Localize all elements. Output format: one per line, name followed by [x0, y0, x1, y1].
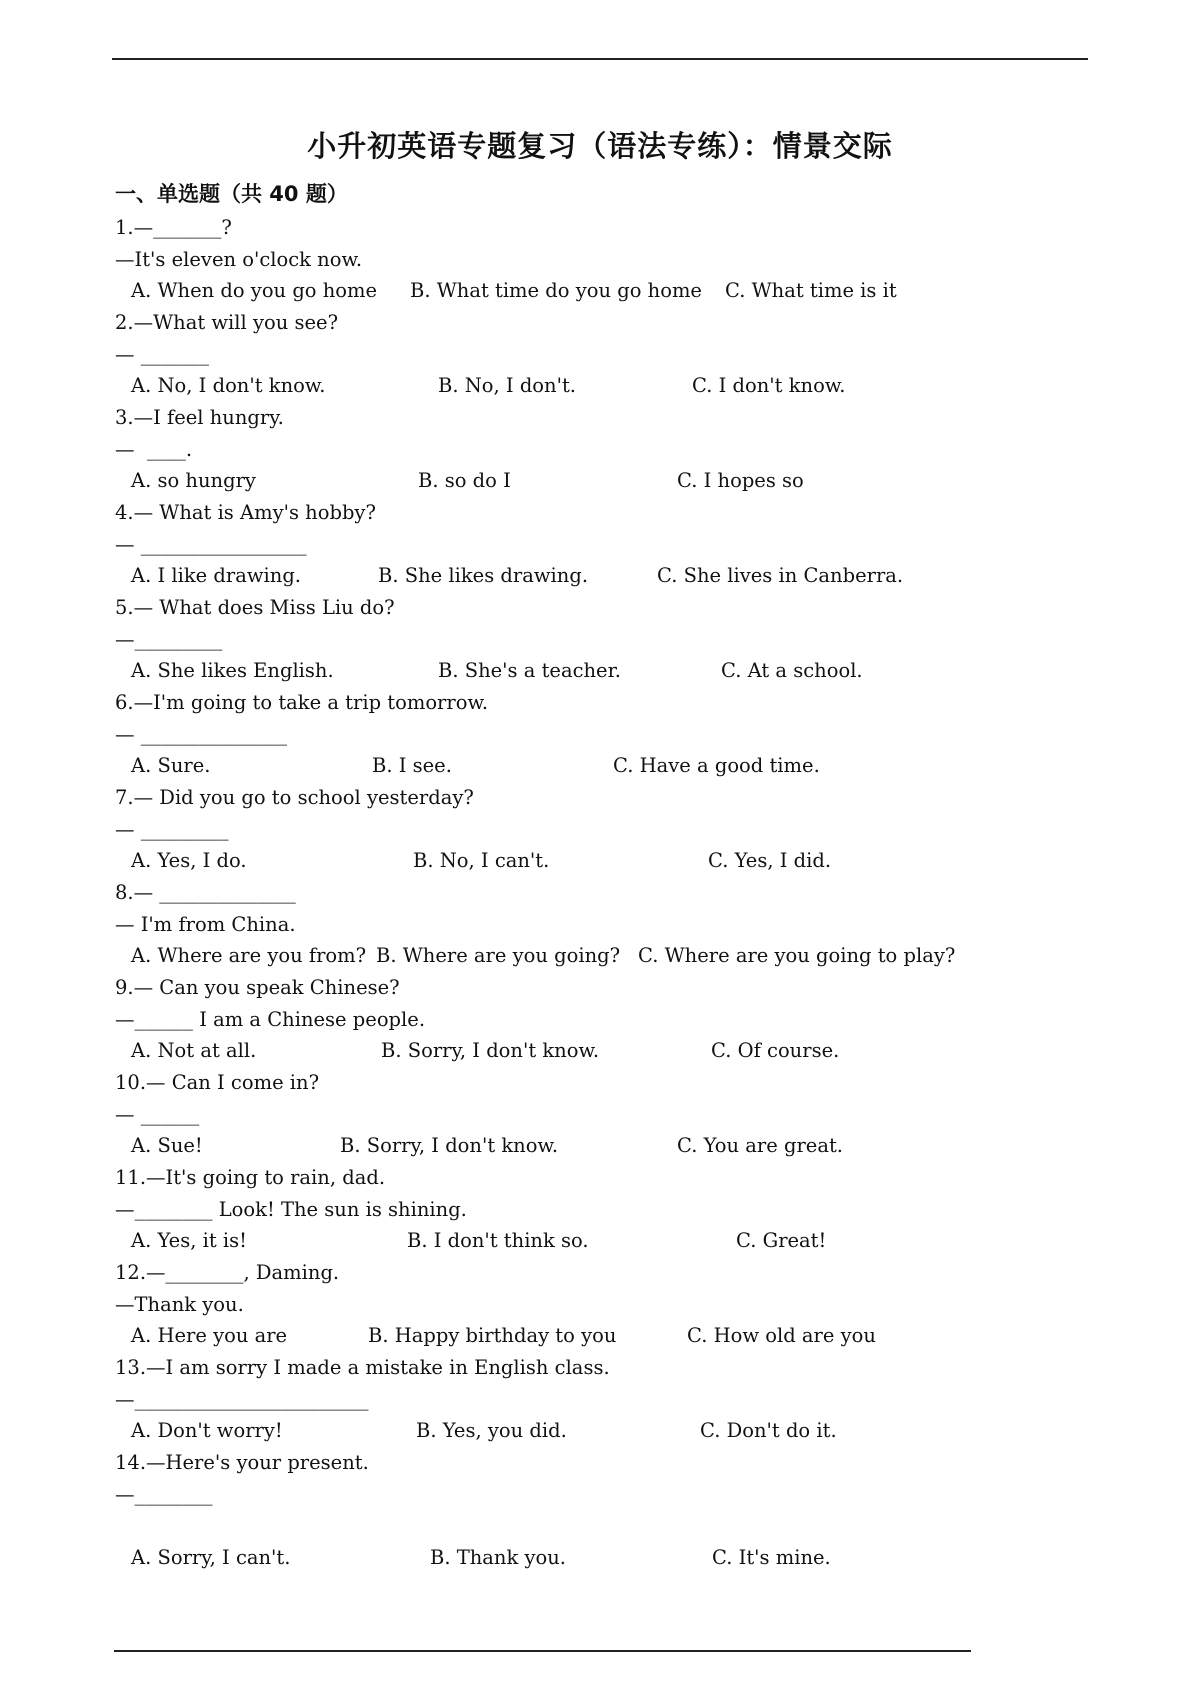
- q8-option-b: B. Where are you going?: [376, 944, 621, 967]
- q1-reply: —It's eleven o'clock now.: [115, 248, 363, 271]
- q6-stem: 6.—I'm going to take a trip tomorrow.: [115, 691, 489, 714]
- q12-option-b: B. Happy birthday to you: [368, 1324, 617, 1347]
- q2-reply: — _______: [115, 343, 209, 366]
- q2-option-b: B. No, I don't.: [438, 374, 577, 397]
- q10-option-c: C. You are great.: [677, 1134, 843, 1157]
- q9-reply: —______ I am a Chinese people.: [115, 1008, 426, 1031]
- bottom-rule: [114, 1650, 971, 1652]
- q8-option-a: A. Where are you from?: [131, 944, 367, 967]
- q1-stem: 1.—_______?: [115, 216, 232, 239]
- q11-stem: 11.—It's going to rain, dad.: [115, 1166, 386, 1189]
- q2-option-a: A. No, I don't know.: [131, 374, 326, 397]
- q4-option-b: B. She likes drawing.: [378, 564, 589, 587]
- q10-option-b: B. Sorry, I don't know.: [340, 1134, 559, 1157]
- top-rule: [112, 58, 1088, 60]
- q11-option-a: A. Yes, it is!: [131, 1229, 247, 1252]
- q10-reply: — ______: [115, 1103, 200, 1126]
- q4-option-c: C. She lives in Canberra.: [657, 564, 904, 587]
- q7-option-b: B. No, I can't.: [413, 849, 550, 872]
- q5-option-b: B. She's a teacher.: [438, 659, 621, 682]
- q13-option-c: C. Don't do it.: [700, 1419, 837, 1442]
- q3-option-a: A. so hungry: [131, 469, 256, 492]
- q4-option-a: A. I like drawing.: [131, 564, 302, 587]
- q5-option-c: C. At a school.: [721, 659, 863, 682]
- q14-option-c: C. It's mine.: [712, 1546, 831, 1569]
- q14-option-a: A. Sorry, I can't.: [131, 1546, 291, 1569]
- q1-option-a: A. When do you go home: [131, 279, 378, 302]
- q8-reply: — I'm from China.: [115, 913, 296, 936]
- q7-option-c: C. Yes, I did.: [708, 849, 832, 872]
- q3-option-b: B. so do I: [418, 469, 511, 492]
- q11-option-c: C. Great!: [736, 1229, 827, 1252]
- q9-option-a: A. Not at all.: [131, 1039, 257, 1062]
- q3-reply: — ____.: [115, 438, 193, 461]
- q13-option-b: B. Yes, you did.: [416, 1419, 567, 1442]
- q9-stem: 9.— Can you speak Chinese?: [115, 976, 400, 999]
- q2-option-c: C. I don't know.: [692, 374, 846, 397]
- page-title: 小升初英语专题复习（语法专练）：情景交际: [307, 129, 893, 163]
- q6-option-a: A. Sure.: [131, 754, 211, 777]
- q5-stem: 5.— What does Miss Liu do?: [115, 596, 395, 619]
- q6-option-c: C. Have a good time.: [613, 754, 820, 777]
- q4-reply: — _________________: [115, 533, 307, 556]
- q2-stem: 2.—What will you see?: [115, 311, 339, 334]
- q11-reply: —________ Look! The sun is shining.: [115, 1198, 467, 1221]
- q1-option-b: B. What time do you go home: [410, 279, 702, 302]
- q12-stem: 12.—________, Daming.: [115, 1261, 340, 1284]
- q13-option-a: A. Don't worry!: [131, 1419, 283, 1442]
- q5-reply: —_________: [115, 628, 223, 651]
- q8-stem: 8.— ______________: [115, 881, 296, 904]
- q3-option-c: C. I hopes so: [677, 469, 804, 492]
- q10-stem: 10.— Can I come in?: [115, 1071, 320, 1094]
- q14-reply: —________: [115, 1483, 213, 1506]
- q14-stem: 14.—Here's your present.: [115, 1451, 369, 1474]
- q14-option-b: B. Thank you.: [430, 1546, 567, 1569]
- section-heading: 一、单选题（共 40 题）: [115, 182, 348, 206]
- q6-option-b: B. I see.: [372, 754, 452, 777]
- q10-option-a: A. Sue!: [131, 1134, 203, 1157]
- q6-reply: — _______________: [115, 723, 287, 746]
- q3-stem: 3.—I feel hungry.: [115, 406, 284, 429]
- q7-option-a: A. Yes, I do.: [131, 849, 247, 872]
- q12-option-c: C. How old are you: [687, 1324, 876, 1347]
- q13-stem: 13.—I am sorry I made a mistake in English class.: [115, 1356, 610, 1379]
- q1-option-c: C. What time is it: [725, 279, 897, 302]
- q12-reply: —Thank you.: [115, 1293, 244, 1316]
- q9-option-b: B. Sorry, I don't know.: [381, 1039, 600, 1062]
- q7-reply: — _________: [115, 818, 229, 841]
- q11-option-b: B. I don't think so.: [407, 1229, 589, 1252]
- q12-option-a: A. Here you are: [131, 1324, 288, 1347]
- q8-option-c: C. Where are you going to play?: [638, 944, 956, 967]
- q9-option-c: C. Of course.: [711, 1039, 840, 1062]
- q5-option-a: A. She likes English.: [131, 659, 334, 682]
- q13-reply: —________________________: [115, 1388, 369, 1411]
- q4-stem: 4.— What is Amy's hobby?: [115, 501, 376, 524]
- q7-stem: 7.— Did you go to school yesterday?: [115, 786, 474, 809]
